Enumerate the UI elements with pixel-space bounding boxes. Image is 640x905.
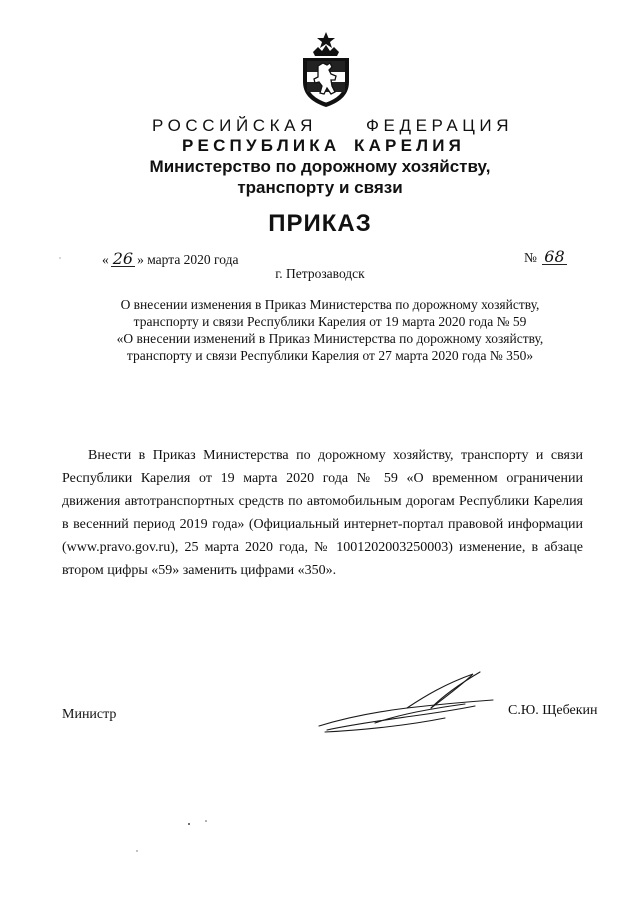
- country-word-2: ФЕДЕРАЦИЯ: [366, 116, 514, 135]
- signatory-name: С.Ю. Щебекин: [508, 703, 598, 718]
- republic-word-1: РЕСПУБЛИКА: [182, 136, 341, 155]
- subject-line-3: «О внесении изменений в Приказ Министерства по дорожному хозяйству,: [116, 331, 544, 346]
- ministry-line-2: транспорту и связи: [237, 178, 403, 197]
- order-city: г. Петрозаводск: [275, 266, 365, 281]
- ministry-line-1: Министерство по дорожному хозяйству,: [149, 157, 491, 176]
- number-handwritten: 68: [544, 247, 565, 266]
- subject-line-1: О внесении изменения в Приказ Министерства по дорожному хозяйству,: [120, 297, 540, 312]
- date-open-quote: «: [102, 252, 109, 267]
- subject-line-4: транспорту и связи Республики Карелия от 27 марта 2020 года № 350»: [126, 348, 534, 363]
- republic-word-2: КАРЕЛИЯ: [354, 136, 466, 155]
- order-body-paragraph: Внести в Приказ Министерства по дорожному хозяйству, транспорту и связи Республики Карелия от 19 марта 2020 года № 59 «О временном ограничении движения автотранспортных средств по автомобильным дорогам Республики Карелия в весенний период 2019 года» (Официальный интернет-портал правовой информации (www.pravo.gov.ru), 25 марта 2020 года, № 1001202003250003) изменение, в абзаце втором цифры «59» заменить цифрами «350».: [62, 448, 583, 578]
- date-day-handwritten: 26: [112, 249, 134, 268]
- date-rest: » марта 2020 года: [137, 252, 239, 267]
- document-type-title: ПРИКАЗ: [268, 210, 372, 237]
- subject-line-2: транспорту и связи Республики Карелия от 19 марта 2020 года № 59: [133, 314, 527, 329]
- number-prefix: №: [524, 250, 537, 265]
- signatory-title: Министр: [62, 707, 117, 722]
- country-word-1: РОССИЙСКАЯ: [152, 116, 317, 135]
